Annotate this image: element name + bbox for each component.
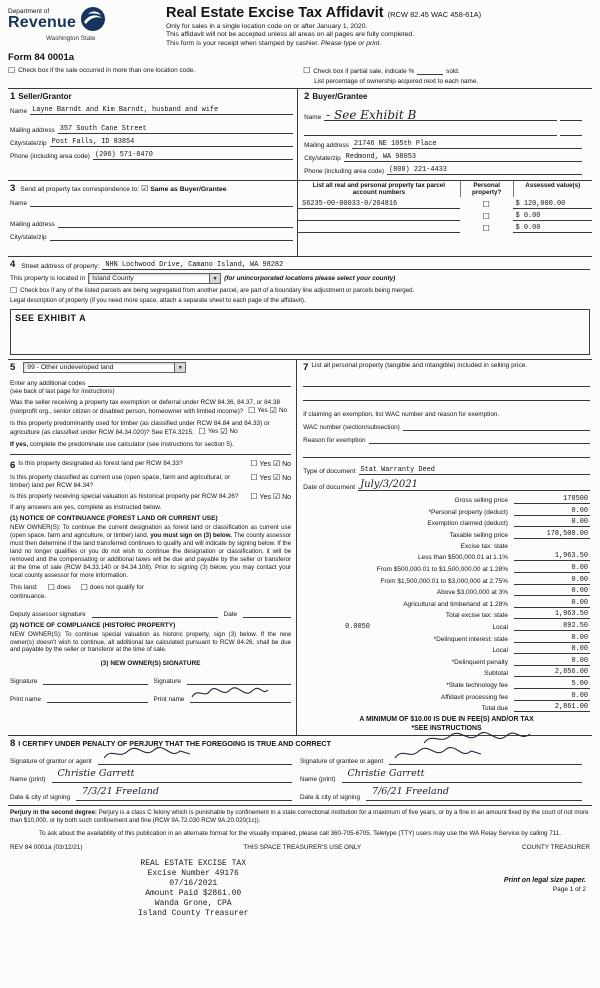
percent-sold-input[interactable]: [417, 68, 443, 75]
same-as-buyer-checkbox[interactable]: ☑: [141, 184, 149, 193]
street-address-field[interactable]: NHN Lochwood Drive, Camano Island, WA 98282: [102, 261, 590, 270]
county-dropdown[interactable]: [88, 273, 221, 284]
parcel-row: [298, 200, 592, 209]
grantor-date-city-line[interactable]: 7/3/21 Freeland: [76, 792, 292, 801]
buyer-address-field[interactable]: 21746 NE 105th Place: [352, 140, 582, 149]
buyer-city-field[interactable]: Redmond, WA 98053: [344, 153, 582, 162]
new-owner-print-name-line-1[interactable]: [47, 694, 148, 703]
grantee-signature-line[interactable]: [389, 756, 582, 765]
rev-number: REV 84 0001a (03/12/21): [10, 844, 83, 852]
ownership-percent-note: List percentage of ownership acquired next to each name.: [314, 78, 479, 85]
notice-continuance-text: NEW OWNER(S): To continue the current designation as forest land or classification as current use (open space, farm and agriculture, or timber) land, you must sign on (3) below. The county assessor must then determine if the land transferred continues to qualify and will indicate by signing below. If the land no longer qualifies or you do not wish to continue the designation or classification, it will be removed and the compensating or additional taxes will be due and payable by the seller or transferor at the time of sale (RCW 84.33.140 or 84.34.108). Prior to signing (3) below, you may contact your local county assessor for more information.: [10, 524, 292, 579]
section-1-number: 1: [10, 91, 16, 102]
seller-title: Seller/Grantor: [18, 92, 72, 101]
section-4-number: 4: [10, 259, 16, 270]
notice-continuance-title: (1) NOTICE OF CONTINUANCE (FOREST LAND OR CURRENT USE): [10, 515, 218, 522]
section-2-number: 2: [304, 91, 310, 102]
same-as-buyer-label: Same as Buyer/Grantee: [150, 186, 227, 193]
gross-selling-price[interactable]: 178500: [514, 495, 590, 504]
signature-scrawl: [190, 685, 270, 701]
s6q3-yes-checkbox[interactable]: ☐: [250, 492, 258, 501]
notice-compliance-title: (2) NOTICE OF COMPLIANCE (HISTORIC PROPERTY): [10, 621, 176, 629]
parcel-row: [298, 212, 592, 221]
page-info: [504, 877, 586, 893]
personal-property-checkbox[interactable]: ☐: [482, 200, 490, 209]
grantor-signature-line[interactable]: [98, 756, 292, 765]
section-7-number: 7: [303, 362, 309, 373]
excise-tax-state-label-row: [514, 541, 590, 550]
q2-no-checkbox[interactable]: ☑: [220, 427, 228, 436]
buyer-ownership-percent-line-2[interactable]: [560, 128, 582, 136]
buyer-name-line-2[interactable]: [304, 127, 557, 136]
personal-property-label: List all personal property (tangible and intangible) included in selling price.: [311, 362, 528, 369]
grantee-signature-scrawl-2: [393, 746, 483, 762]
s6q1-yes-checkbox[interactable]: ☐: [250, 459, 258, 468]
section-6-number: 6: [10, 460, 16, 471]
grantor-signature-scrawl: [102, 746, 192, 762]
if-any-yes-note: If any answers are yes, complete as instructed below.: [10, 504, 162, 511]
dor-logo-block: [8, 6, 158, 63]
q2-yes-checkbox[interactable]: ☐: [198, 427, 206, 436]
title-block: [158, 6, 592, 63]
q1-no-checkbox[interactable]: ☑: [269, 406, 277, 415]
delinquent-interest-state[interactable]: 0.00: [514, 634, 590, 643]
multi-location-checkbox[interactable]: ☐: [8, 66, 16, 75]
dropdown-arrow-icon[interactable]: ▼: [209, 274, 220, 283]
delinquent-penalty[interactable]: 0.00: [514, 657, 590, 666]
left-column: 5 99 - Other undeveloped land ▼ Enter any additional codes (see back of last page for instructions) Was the seller receiving a property tax exemption or deferral under RCW 84.36, 84.37, or 84.38 (nonprofit org., senior citizen or disabled person, homeowner with limited income)? ☐ Yes ☑ No Is this property predominantly used for timber (as classified under RCW 84.84 and 84.33) or agriculture (as classified under RCW 84.34.020)? See ETA 3215. ☐ Yes ☑ No If yes, complete the predominate use calculator (see instructions for section 5). 6 Is this property designated as forest land per RCW 84.33? ☐ Yes ☑ No Is this property classified as current use (open space, farm and agricultural, or timber) land per RCW 84.34? ☐ Yes ☑ No Is this property receiving special valuation as historical property per RCW 84.26? ☐ Yes ☑ No If any answers are yes, complete as instructed below. (1) NOTICE OF CONTINUANCE (FOREST LAND OR CURRENT USE) NEW OWNER(S): To continue the current designation as forest land or classification as current use (open space, farm and agriculture, or timber) land, you must sign on (3) below. The county assessor must then determine if the land transferred continues to qualify and will indicate by signing below. If the land no longer qualifies or you do not wish to continue the designation or classification, it will be removed and the compensating or additional taxes will be due and payable by the seller or transferor at the time of sale (RCW 84.33.140 or 84.34.108). Prior to signing (3) below, you may contact your local county assessor for more information. This land: ☐ does ☐ does not qualify for continuance. Deputy assessor signature Date (2) NOTICE OF COMPLIANCE (HISTORIC PROPERTY) NEW OWNER(S): To continue special valuation as historic property, sign (3) below. If the new owner(s) doesn't wish to continue, all additional tax calculated pursuant to RCW 84.26, shall be due and payable by the seller or transferor at the time of sale. (3) NEW OWNER(S) SIGNATURE Signature Signature Print name Print name: [8, 360, 297, 735]
segregated-checkbox[interactable]: ☐: [10, 286, 18, 295]
buyer-name-field[interactable]: - See Exhibit B: [326, 108, 417, 122]
buyer-title: Buyer/Grantee: [312, 92, 368, 101]
buyer-ownership-percent-line[interactable]: [560, 113, 582, 121]
dor-logo-icon: [80, 6, 106, 34]
top-checkbox-row: ☐ Check box if the sale occurred in more than one location code. ☐ Check box if partial sale, indicate % sold. List percentage of ownership acquired next to each name.: [8, 65, 592, 89]
partial-sale-label: Check box if partial sale, indicate %: [313, 68, 415, 75]
correspondence-label: Send all property tax correspondence to:: [20, 186, 140, 193]
does-qualify-checkbox[interactable]: ☐: [47, 582, 55, 592]
segregated-label: Check box if any of the listed parcels are being segregated from another parcel, are part of a boundary line adjustment or parcels being merged.: [20, 287, 415, 294]
grantor-certify-block: Signature of grantor or agent Name (print) Christie Garrett Date & city of signing 7/3/21 Freeland: [10, 749, 300, 801]
exemption-deferral-question: Was the seller receiving a property tax exemption or deferral under RCW 84.36, 84.37, or 84.38 (nonprofit org., senior citizen or disabled person, homeowner with limited income)? ☐ Yes ☑ No: [10, 399, 288, 415]
personal-property-deduct[interactable]: 0.00: [514, 507, 590, 516]
document-date-field[interactable]: July/3/2021: [360, 479, 418, 490]
assessed-value-col-header: Assessed value(s): [513, 181, 592, 197]
certify-section: [8, 735, 592, 805]
delinquent-interest-local[interactable]: 0.00: [514, 645, 590, 654]
historical-property-question: Is this property receiving special valuation as historical property per RCW 84.26?: [10, 493, 239, 500]
does-not-qualify-checkbox[interactable]: ☐: [80, 582, 88, 592]
personal-property-checkbox[interactable]: ☐: [482, 224, 490, 233]
state-technology-fee[interactable]: 5.00: [514, 680, 590, 689]
grantee-certify-block: Signature of grantee or agent Name (print) Christie Garrett Date & city of signing 7/6/21 Freeland: [300, 749, 590, 801]
type-or-print-note: Please type or print.: [320, 39, 382, 47]
forest-land-question: Is this property designated as forest land per RCW 84.33?: [18, 460, 183, 467]
excise-tax-stamp: REAL ESTATE EXCISE TAX Excise Number 49176 07/16/2021 Amount Paid $2861.00 Wanda Grone, CPA Island County Treasurer: [138, 859, 249, 919]
treasurer-use-label: THIS SPACE TREASURER'S USE ONLY: [243, 844, 362, 852]
personal-property-checkbox[interactable]: ☐: [482, 212, 490, 221]
deputy-date-line[interactable]: [243, 609, 291, 618]
page-number: Page 1 of 2: [552, 886, 586, 894]
assessed-value-field[interactable]: $ 0.00: [513, 212, 592, 221]
predominate-use-note: If yes, complete the predominate use calculator (see instructions for section 5).: [10, 441, 234, 448]
footer-line: [8, 844, 592, 851]
legal-description-label: Legal description of property (if you need more space, attach a separate sheet to each page of the affidavit).: [10, 297, 306, 304]
form-header: [8, 6, 592, 65]
tax-computation: Gross selling price 178500 *Personal property (deduct) 0.00 Exemption claimed (deduct) 0.00 Taxable selling price 178,500.00 Excise tax: state Less than $500,000.01 at 1.1% 1,963.50 From $500,000.01 to $1,500,000.00 at 1.28% 0.00 From $1,500,000.01 to $3,000,000 at 2.75% 0.00 Above $3,000,000 at 3% 0.00 Agricultural and timberland at 1.28% 0.00 Total excise tax: state 1,963.50 0.0050 Local 892.50 *Delinquent interest: state 0.00 Local 0.00 *Delinquent penalty 0.00 Subtotal 2,856.00 *State technology fee 5.00 Affidavit processing fee 0.00 Total due 2,861.00: [345, 495, 588, 713]
form-number: Form 84 0001a: [8, 52, 75, 63]
local-tax[interactable]: 892.50: [514, 622, 590, 631]
subtotal[interactable]: 2,856.00: [514, 668, 590, 677]
new-owner-signature-line-1[interactable]: [43, 676, 147, 685]
exemption-claimed-deduct[interactable]: 0.00: [514, 518, 590, 527]
tier-4-tax[interactable]: 0.00: [514, 587, 590, 596]
exemption-reason-field[interactable]: [369, 435, 590, 444]
county-treasurer-label: COUNTY TREASURER: [522, 844, 590, 852]
section-3-number: 3: [10, 183, 16, 194]
section-6: 6 Is this property designated as forest land per RCW 84.33? ☐ Yes ☑ No Is this property classified as current use (open space, farm and agricultural, or timber) land per RCW 84.34? ☐ Yes ☑ No Is this property receiving special valuation as historical property per RCW 84.26? ☐ Yes ☑ No If any answers are yes, complete as instructed below. (1) NOTICE OF CONTINUANCE (FOREST LAND OR CURRENT USE) NEW OWNER(S): To continue the current designation as forest land or classification as current use (open space, farm and agriculture, or timber) land, you must sign on (3) below. The county assessor must then determine if the land transferred continues to qualify and will indicate by signing below. If the land no longer qualifies or you do not wish to continue the designation or classification, it will be removed and the compensating or additional taxes will be due and payable by the seller or transferor at the time of sale (RCW 84.33.140 or 84.34.108). Prior to signing (3) below, you may contact your local county assessor for more information. This land: ☐ does ☐ does not qualify for continuance. Deputy assessor signature Date (2) NOTICE OF COMPLIANCE (HISTORIC PROPERTY) NEW OWNER(S): To continue special valuation as historic property, sign (3) below. If the new owner(s) doesn't wish to continue, all additional tax calculated pursuant to RCW 84.26, shall be due and payable by the seller or transferor at the time of sale. (3) NEW OWNER(S) SIGNATURE Signature Signature Print name Print name: [10, 454, 291, 703]
personal-property-line-1[interactable]: [303, 377, 590, 387]
correspondence-and-parcels: [8, 181, 592, 257]
parcel-number-field[interactable]: [298, 212, 460, 221]
section-5-number: 5: [10, 362, 16, 373]
header-note-1: Only for sales in a single location code on or after January 1, 2020.: [166, 22, 368, 30]
this-land-label: This land:: [10, 584, 38, 592]
agricultural-timberland-tax[interactable]: 0.00: [514, 599, 590, 608]
parcel-table: [297, 181, 592, 256]
revenue-wordmark: Revenue: [8, 14, 77, 31]
parties-section: [8, 89, 592, 181]
assessed-value-field[interactable]: $ 0.00: [513, 224, 592, 233]
treasurer-stamp-area: [8, 859, 592, 931]
deputy-assessor-label: Deputy assessor signature: [10, 610, 86, 618]
correspondence-section: 3 Send all property tax correspondence to: ☑ Same as Buyer/Grantee Name Mailing address City/state/zip: [8, 181, 297, 256]
parcel-col-header: List all real and personal property tax parcel account numbers: [312, 182, 446, 196]
exemption-reason-line-2[interactable]: [303, 448, 590, 458]
multi-location-label: Check box if the sale occurred in more than one location code.: [18, 67, 196, 74]
seller-name-field[interactable]: Layne Barndt and Kim Barndt, husband and wife: [30, 106, 293, 115]
personal-property-line-2[interactable]: [303, 391, 590, 401]
correspondence-address-field[interactable]: [58, 219, 293, 228]
new-owner-print-name-line-2[interactable]: [190, 694, 291, 703]
unincorporated-note: (for unincorporated locations please select your county): [224, 275, 396, 282]
partial-sale-checkbox[interactable]: ☐: [303, 66, 311, 75]
notice-compliance-text: NEW OWNER(S): To continue special valuation as historic property, sign (3) below. If the new owner(s) doesn't wish to continue, all additional tax calculated pursuant to RCW 84.26, shall be due and payable by the seller or transferor at the time of sale.: [10, 630, 292, 654]
seller-city-field[interactable]: Post Falls, ID 83854: [50, 138, 293, 147]
affidavit-processing-fee[interactable]: 0.00: [514, 692, 590, 701]
washington-state-label: Washington State: [46, 35, 96, 42]
s6q3-no-checkbox[interactable]: ☑: [272, 492, 281, 501]
timber-agriculture-question: Is this property predominantly used for timber (as classified under RCW 84.84 and 84.33) or agriculture (as classified under RCW 84.34.020)? See ETA 3215. ☐ Yes ☑ No: [10, 420, 270, 436]
additional-codes-note: (see back of last page for instructions): [10, 388, 115, 395]
assessed-value-field[interactable]: $ 120,000.00: [513, 200, 592, 209]
dept-of-label: Department of: [8, 8, 50, 15]
tier-2-tax[interactable]: 0.00: [514, 564, 590, 573]
print-legal-note: Print on legal size paper.: [503, 877, 586, 885]
legal-description-text: SEE EXHIBIT A: [15, 313, 87, 323]
parcel-number-field[interactable]: [298, 224, 460, 233]
main-columns: [8, 359, 592, 735]
section-8-number: 8: [10, 738, 16, 750]
taxable-selling-price[interactable]: 178,500.00: [514, 530, 590, 539]
certify-title: I CERTIFY UNDER PENALTY OF PERJURY THAT THE FOREGOING IS TRUE AND CORRECT: [18, 739, 331, 749]
s6q2-no-checkbox[interactable]: ☑: [272, 473, 281, 482]
local-rate: 0.0050: [345, 623, 370, 632]
grantee-print-name-line[interactable]: Christie Garrett: [342, 774, 582, 783]
see-instructions-note: *SEE INSTRUCTIONS: [411, 725, 482, 733]
grantee-date-city-line[interactable]: 7/6/21 Freeland: [366, 792, 582, 801]
seller-address-field[interactable]: 357 South Cane Street: [58, 125, 293, 134]
seller-section: 1 Seller/Grantor Name Layne Barndt and Kim Barndt, husband and wife Mailing address 357 South Cane Street City/state/zip Post Falls, ID 83854 Phone (including area code) (206) 571-8470: [8, 89, 297, 180]
property-section: [8, 257, 592, 307]
new-owners-signature-title: (3) NEW OWNER(S) SIGNATURE: [100, 660, 201, 668]
land-use-value: 99 - Other undeveloped land: [27, 364, 114, 371]
tier-3-tax[interactable]: 0.00: [514, 576, 590, 585]
s6q1-no-checkbox[interactable]: ☑: [272, 459, 281, 468]
county-value: Island County: [92, 275, 134, 282]
perjury-notice: Perjury in the second degree: Perjury is a class C felony which is punishable by confinement in a state correctional institution for a maximum of five years, or by a fine in an amount fixed by the court of not more than $10,000, or by both such confinement and fine (RCW 9A.72.030 RCW 9A.20.020(1c)).: [8, 805, 592, 827]
header-note-2: This affidavit will not be accepted unless all areas on all pages are fully completed.: [166, 31, 415, 39]
document-type-field[interactable]: Stat Warranty Deed: [359, 466, 590, 475]
deputy-assessor-signature-line[interactable]: [92, 609, 218, 618]
additional-codes-field[interactable]: [88, 378, 291, 387]
title-rcw: (RCW 82.45 WAC 458-61A): [387, 10, 482, 19]
s6q2-yes-checkbox[interactable]: ☐: [250, 473, 258, 482]
dropdown-arrow-icon[interactable]: ▼: [174, 363, 185, 372]
q1-yes-checkbox[interactable]: ☐: [248, 406, 256, 415]
alternate-format-note: To ask about the availability of this publication in an alternate format for the visually impaired, please call 360-705-6705. Teletype (TTY) users may use the WA Relay Service by calling 711.: [38, 830, 562, 838]
right-column: 7 List all personal property (tangible and intangible) included in selling price. If claiming an exemption, list WAC number and reason for exemption. WAC number (section/subsection) Reason for exemption Type of document Stat Warranty Deed Date of document July/3/2021 Gross selling price 178500 *Personal property (deduct) 0.00 Exemption claimed (deduct) 0.00 Taxable selling price 178,500.00 Excise tax: state Less than $500,000.01 at 1.1% 1,963.50 From $500,000.01 to $1,500,000.00 at 1.28% 0.00 From $1,500,000.01 to $3,000,000 at 2.75% 0.00 Above $3,000,000 at 3% 0.00 Agricultural and timberland at 1.28% 0.00 Total excise tax: state 1,963.50 0.0050 Local 892.50 *Delinquent interest: state 0.00 Local 0.00 *Delinquent penalty 0.00 Subtotal 2,856.00 *State technology fee 5.00 Affidavit processing fee 0.00 Total due 2,861.00 A MINIMUM OF $10.00 IS DUE IN FEE(S) AND/OR TAX *SEE INSTRUCTIONS: [303, 362, 588, 733]
seller-phone-field[interactable]: (206) 571-8470: [93, 151, 293, 160]
personal-property-col-header: Personal property?: [460, 181, 513, 197]
header-note-3: This form is your receipt when stamped by cashier. Please type or print.: [166, 39, 382, 47]
minimum-due-note: A MINIMUM OF $10.00 IS DUE IN FEE(S) AND/OR TAX: [359, 716, 534, 724]
current-use-question: Is this property classified as current use (open space, farm and agricultural, or timber) land per RCW 84.34?: [10, 474, 231, 489]
buyer-section: 2 Buyer/Grantee Name - See Exhibit B Mailing address 21746 NE 105th Place City/state/zip Redmond, WA 98053 Phone (including area code) (808) 221-4433: [297, 89, 586, 180]
exemption-note: If claiming an exemption, list WAC number and reason for exemption.: [303, 411, 500, 418]
parcel-number-field[interactable]: S6235-00-00033-0/204816: [298, 200, 460, 209]
street-address-label: Street address of property:: [21, 263, 100, 270]
total-excise-tax-state[interactable]: 1,963.50: [514, 610, 590, 619]
page-title: Real Estate Excise Tax Affidavit: [166, 5, 384, 21]
tier-1-tax[interactable]: 1,963.50: [514, 552, 590, 561]
grantor-print-name-line[interactable]: Christie Garrett: [52, 774, 292, 783]
parcel-row: [298, 224, 592, 233]
correspondence-name-field[interactable]: [30, 198, 293, 207]
land-use-dropdown[interactable]: [23, 362, 186, 373]
total-due[interactable]: 2,861.00: [514, 703, 590, 712]
wac-number-field[interactable]: [403, 422, 590, 431]
legal-description-box[interactable]: [10, 309, 590, 355]
located-in-label: This property is located in: [10, 275, 86, 282]
correspondence-city-field[interactable]: [50, 232, 293, 241]
buyer-phone-field[interactable]: (808) 221-4433: [387, 166, 582, 175]
new-owner-signature-line-2[interactable]: [187, 676, 291, 685]
